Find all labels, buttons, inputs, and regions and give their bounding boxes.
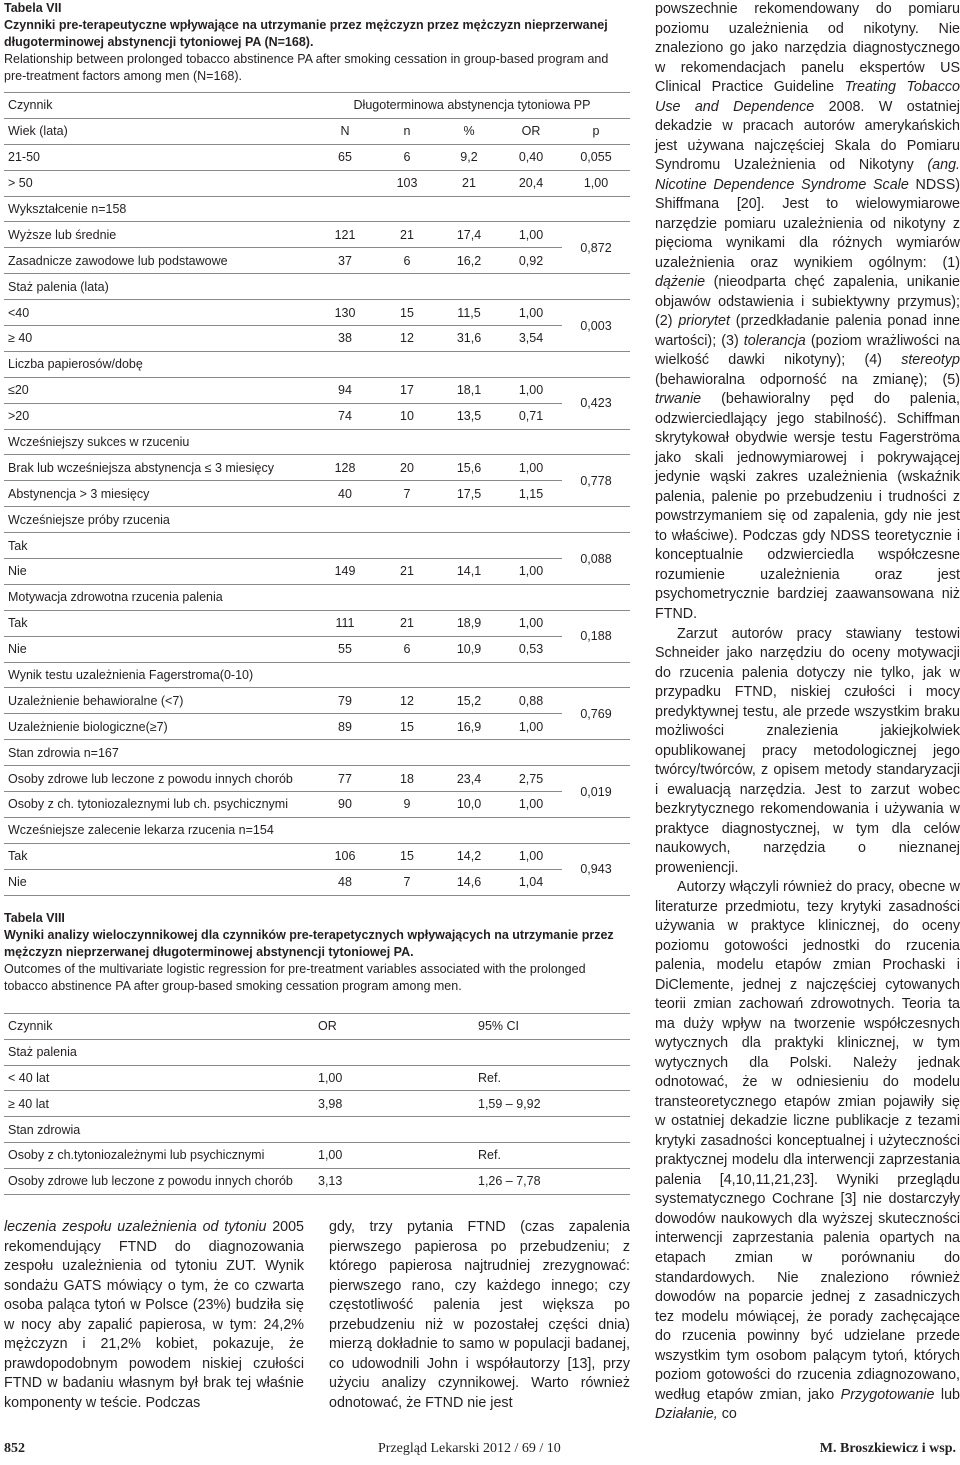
table7-cell-value (314, 533, 376, 559)
table7-row (4, 714, 630, 740)
table7-cell-value: 1,00 (500, 843, 562, 869)
table7-row (4, 144, 630, 170)
table7-cell-factor: Brak lub wcześniejsza abstynencja ≤ 3 miesięcy (4, 455, 314, 481)
table8-cell-factor: Osoby z ch.tytoniozależnymi lub psychicznymi (4, 1142, 314, 1168)
table7-cell-value (314, 584, 376, 610)
table7-cell-value: 0,88 (500, 688, 562, 714)
col1-text: 2005 rekomendujący FTND do diagnozowania zespołu uzależnienia od tytoniu ZUT. Wynik sondażu GATS mówiący o tym, że co czwarta osoba paląca tytoń w Polsce (23%) budziła się w nocy aby zapalić papierosa, w tym: 24,2% mężczyzn i 21,2% kobiet, pokazuje, że prawdopodobnym powodem niskiej czułości FTND w badaniu własnym był brak tej właśnie komponenty w teście. Podczas (4, 1219, 304, 1411)
table8-cell-value: 1,59 – 9,92 (474, 1091, 630, 1117)
table7-cell-value: 1,00 (500, 559, 562, 585)
table7-cell-value: 11,5 (438, 300, 500, 326)
italic-run: Treating Tobacco Use and Dependence (655, 79, 960, 115)
table7-cell-factor: ≥ 40 (4, 326, 314, 352)
italic-run: tolerancja (743, 332, 806, 349)
table7-cell-value: 0,40 (500, 144, 562, 170)
table7-title-pl: Czynniki pre-terapeutyczne wpływające na utrzymanie przez mężczyzn przez mężczyzn nieprzerwanej długoterminowej abstynencji tytoniowej PA (N=168). (4, 18, 608, 49)
table7-cell-factor: Nie (4, 869, 314, 895)
text-run: (przedkładanie palenia ponad inne wartości); (3) (655, 313, 960, 349)
table8-cell-value: 95% CI (474, 1014, 630, 1040)
table7-cell-factor: Stan zdrowia n=167 (4, 740, 314, 766)
table7-cell-value (562, 662, 630, 688)
table7-cell-value (376, 274, 438, 300)
table7-cell-value: 17,5 (438, 481, 500, 507)
authors: M. Broszkiewicz i wsp. (819, 1441, 956, 1456)
table7-cell-value (562, 429, 630, 455)
table7-row (4, 429, 630, 455)
table7-cell-value: 15 (376, 300, 438, 326)
table7-cell-value: 1,00 (562, 170, 630, 196)
table7-cell-value: 13,5 (438, 403, 500, 429)
table7-row (4, 170, 630, 196)
table7-cell-value: 130 (314, 300, 376, 326)
table7-cell-value (562, 196, 630, 222)
table7-cell-value (500, 817, 562, 843)
table7-cell-value: 21 (376, 610, 438, 636)
table7-cell-value (376, 817, 438, 843)
table7-cell-p: 0,003 (562, 300, 630, 352)
text-run: (poziom wrażliwości na wielkość dawki nikotyny); (4) (655, 332, 960, 369)
table7-cell-factor: Nie (4, 559, 314, 585)
table7-cell-value (438, 584, 500, 610)
table7-cell-value (376, 584, 438, 610)
table7-cell-factor: Osoby z ch. tytoniozaleznymi lub ch. psychicznymi (4, 792, 314, 818)
table7-cell-factor: Staż palenia (lata) (4, 274, 314, 300)
table7-row (4, 351, 630, 377)
table7-cell-value: 1,15 (500, 481, 562, 507)
table7-cell-value: 17,4 (438, 222, 500, 248)
table8-row (4, 1142, 630, 1168)
table7-cell-value: 1,00 (500, 714, 562, 740)
table7-cell-value (314, 274, 376, 300)
table7-cell-value: 89 (314, 714, 376, 740)
text-run: lub (934, 1386, 960, 1403)
table8-cell-factor: < 40 lat (4, 1065, 314, 1091)
table7-cell-value: 6 (376, 144, 438, 170)
table7-cell-value: 79 (314, 688, 376, 714)
table7-cell-p: 0,088 (562, 533, 630, 585)
table7-cell-value: 1,00 (500, 610, 562, 636)
table7-cell-value (376, 429, 438, 455)
table8-cell-value: Ref. (474, 1065, 630, 1091)
table7-cell-value (562, 740, 630, 766)
table7-cell-value: 9 (376, 792, 438, 818)
text-run: (nieodparta chęć zapalenia, unikanie objawów odstawienia i subiektywny przymus); (2) (655, 274, 960, 330)
table7-cell-value (376, 533, 438, 559)
table7-row (4, 455, 630, 481)
text-run: Autorzy włączyli również do pracy, obecne w literaturze przedmiotu, tezy krytyki zasadności używania w praktyce klinicznej, do oceny poziomu gotowości jednostki do rzucenia palenia, modelu etapów zmian Prochaski i DiClemente, jednej z najczęściej cytowanych teorii zmian zachowań zdrowotnych. Teoria ta ma duży wpływ na tworzenie współczesnych wytycznych dla praktyki klinicznej, w tym wytycznych dla Polski. Należy jednak odnotować, że w odniesieniu do modelu transteoretycznego etapów zmian pojawiły się w ostatniej dekadzie liczne publikacje z tezami krytyki zasadności konceptualnej i użyteczności praktycznej modelu dla interwencji zaprzestania palenia [4,10,11,21,23]. Wyniki przeglądu systematycznego Cochrane [3] nie dostarczyły dowodów naukowych dla wyższej skuteczności interwencji zaprzestania palenia opartych na etapach zmian w porównaniu do standardowych. Nie znaleziono również dowodów na poparcie jednej z zasadniczych tez modelu mówiącej, że porady zachęcające do rzucenia powinny być udzielane przede wszystkim tym osobom palącym tytoń, których poziom gotowości do rzucenia zdiagnozowano, według etapów zmian, jako (655, 879, 960, 1403)
table7-cell-value (438, 429, 500, 455)
table7-cell-value: 20,4 (500, 170, 562, 196)
table7-cell-value (438, 351, 500, 377)
table7-cell-value: 1,04 (500, 869, 562, 895)
body-text-col1 (4, 1218, 304, 1413)
table7-cell-value: n (376, 118, 438, 144)
table7-cell-value: 20 (376, 455, 438, 481)
italic-run: Działanie, (655, 1406, 718, 1423)
table7-cell-value: 10,0 (438, 792, 500, 818)
table7-cell-value: 18,9 (438, 610, 500, 636)
table7-cell-value: 12 (376, 688, 438, 714)
table7-cell-value: 1,00 (500, 455, 562, 481)
table7-cell-factor: Uzależnienie biologiczne(≥7) (4, 714, 314, 740)
table7-cell-value: 77 (314, 766, 376, 792)
text-run: NDSS) Shiffmana [20]. Jest to wielowymiarowe narzędzie pomiaru uzależnienia od nikotyny z pięcioma wynikami dla różnych wymiarów uzależnienia oraz wynikiem ogólnym: (1) (655, 176, 960, 271)
table7-cell-value: 21 (438, 170, 500, 196)
table7-row (4, 222, 630, 248)
text-run: powszechnie rekomendowany do pomiaru poziomu uzależnienia od nikotyny. Nie znaleziono go jako narzędzia diagnostycznego w rekomendacjach panelu ekspertów US Clinical Practice Guideline (655, 1, 960, 96)
table7-cell-value (376, 351, 438, 377)
text-run: (behawioralna odporność na zmianę); (5) (655, 371, 960, 388)
table7-cell-value (500, 584, 562, 610)
table7-row (4, 636, 630, 662)
table8-cell-value: 1,00 (314, 1142, 474, 1168)
table7-cell-value: 7 (376, 869, 438, 895)
table7-row (4, 403, 630, 429)
table7-cell-factor: > 50 (4, 170, 314, 196)
table7-cell-value (438, 662, 500, 688)
table7-cell-value: 21 (376, 559, 438, 585)
table7-cell-value: 6 (376, 248, 438, 274)
table7-row (4, 869, 630, 895)
table7-cell-factor: ≤20 (4, 377, 314, 403)
table8-row (4, 1014, 630, 1040)
table7-cell-value (562, 351, 630, 377)
table7-cell-value (376, 740, 438, 766)
table7-cell-value: 2,75 (500, 766, 562, 792)
table7-label: Tabela VII (4, 1, 62, 15)
table7-cell-factor: Wynik testu uzależnienia Fagerstroma(0-10) (4, 662, 314, 688)
table7-cell-value: 16,9 (438, 714, 500, 740)
italic-run: stereotyp (901, 352, 960, 369)
table7-cell-factor: Tak (4, 533, 314, 559)
body-text-col2 (329, 1218, 630, 1413)
table7-header-factor: Czynnik (4, 93, 314, 119)
table7-cell-value: 7 (376, 481, 438, 507)
table7-row (4, 326, 630, 352)
table7-cell-factor: Tak (4, 610, 314, 636)
table7-row (4, 584, 630, 610)
table7-cell-value (376, 196, 438, 222)
table7-cell-value: 111 (314, 610, 376, 636)
table7-cell-value (562, 817, 630, 843)
table7-cell-factor: >20 (4, 403, 314, 429)
table7-cell-value (376, 507, 438, 533)
table7-cell-value: 18 (376, 766, 438, 792)
table7-row (4, 740, 630, 766)
table7-cell-value (314, 662, 376, 688)
table7-cell-value: 90 (314, 792, 376, 818)
table7-cell-value: OR (500, 118, 562, 144)
table7-cell-value: 15,2 (438, 688, 500, 714)
table7-cell-value (438, 274, 500, 300)
table7-cell-p: 0,019 (562, 766, 630, 818)
table7-cell-p: 0,872 (562, 222, 630, 274)
table7-row (4, 610, 630, 636)
table7-cell-value (438, 740, 500, 766)
table7-cell-factor: Zasadnicze zawodowe lub podstawowe (4, 248, 314, 274)
text-run: co (717, 1406, 737, 1423)
table7-cell-factor: Wykształcenie n=158 (4, 196, 314, 222)
table7-cell-value (314, 740, 376, 766)
table7-cell-value: 9,2 (438, 144, 500, 170)
col2-text: gdy, trzy pytania FTND (czas zapalenia pierwszego papierosa po przebudzeniu; z którego papierosa najtrudniej zrezygnować: pierwszego rano, czy każdego innego; czy częstotliwość palenia jest większa po przebudzeniu niż w pozostałej części dnia) mierzą dokładnie to samo w populacji badanej, co udowodnili John i współautorzy [13], przy użyciu analizy czynnikowej. Warto również odnotować, że FTND nie jest (329, 1219, 630, 1411)
table7-cell-p: 0,778 (562, 455, 630, 507)
table7-cell-value (314, 196, 376, 222)
table7-cell-value (562, 507, 630, 533)
table7-row (4, 118, 630, 144)
table7-cell-value: 106 (314, 843, 376, 869)
table7-cell-value: 40 (314, 481, 376, 507)
table7-cell-value (314, 170, 376, 196)
table7-cell-factor: <40 (4, 300, 314, 326)
table7-cell-value: 16,2 (438, 248, 500, 274)
table7 (4, 92, 630, 896)
table8-cell-value (474, 1039, 630, 1065)
table7-row (4, 300, 630, 326)
table8-title-en: Outcomes of the multivariate logistic regression for pre-treatment variables associated with the prolonged tobacco abstinence PA after group-based smoking cessation program among men. (4, 962, 586, 993)
table7-title-en: Relationship between prolonged tobacco abstinence PA after smoking cessation in group-based program and pre-treatment factors among men (N=168). (4, 52, 609, 83)
table7-row (4, 196, 630, 222)
table7-cell-value (438, 507, 500, 533)
table7-cell-value (314, 351, 376, 377)
table7-cell-value: 128 (314, 455, 376, 481)
table7-cell-value: 14,6 (438, 869, 500, 895)
table7-cell-value: N (314, 118, 376, 144)
table7-cell-value (314, 817, 376, 843)
table7-row (4, 481, 630, 507)
table7-row (4, 533, 630, 559)
table7-cell-value: 37 (314, 248, 376, 274)
table7-cell-value (500, 740, 562, 766)
table7-cell-value: 15 (376, 714, 438, 740)
table7-cell-value (438, 533, 500, 559)
table8-row (4, 1091, 630, 1117)
table7-cell-factor: Wcześniejszy sukces w rzuceniu (4, 429, 314, 455)
italic-run: Przygotowanie (840, 1386, 935, 1403)
page-footer (0, 1441, 960, 1461)
table8-cell-value: Ref. (474, 1142, 630, 1168)
table8-row (4, 1039, 630, 1065)
table8-cell-factor: ≥ 40 lat (4, 1091, 314, 1117)
table7-row (4, 843, 630, 869)
table7-cell-factor: Wyższe lub średnie (4, 222, 314, 248)
table7-cell-value (500, 533, 562, 559)
table7-row (4, 662, 630, 688)
table7-cell-value: 1,00 (500, 792, 562, 818)
right-paragraph-1 (655, 0, 960, 625)
table7-cell-factor: Motywacja zdrowotna rzucenia palenia (4, 584, 314, 610)
table7-row (4, 377, 630, 403)
col1-italic: leczenia zespołu uzależnienia od tytoniu (4, 1219, 267, 1235)
table7-cell-p: 0,943 (562, 843, 630, 895)
table7-cell-value: 12 (376, 326, 438, 352)
table7-header-row (4, 93, 630, 119)
italic-run: priorytet (678, 313, 730, 330)
table8-cell-value: 3,98 (314, 1091, 474, 1117)
table7-cell-value: 10,9 (438, 636, 500, 662)
table7-cell-value (500, 274, 562, 300)
table7-cell-value: 3,54 (500, 326, 562, 352)
table7-cell-p: 0,423 (562, 377, 630, 429)
table8-cell-factor: Czynnik (4, 1014, 314, 1040)
table8-cell-value (474, 1117, 630, 1143)
table8-cell-value: OR (314, 1014, 474, 1040)
table7-cell-value: 1,00 (500, 222, 562, 248)
table8-cell-value (314, 1039, 474, 1065)
italic-run: (ang. Nicotine Dependence Syndrome Scale (655, 157, 960, 193)
right-paragraph-2: Zarzut autorów pracy stawiany testowi Schneider jako narzędziu do oceny motywacji do rzucenia palenia dotyczy nie tylko, jak w przypadku FTND, niskiej czułości i mocy predyktywnej testu, ale przede wszystkim braku możliwości znalezienia jakiejkolwiek opublikowanej pracy metodologicznej jego twórcy/twórców, z opisem metody standaryzacji i ewaluacją narzędzia. Jest to zarzut wobec bezkrytycznego rekomendowania i używania w praktyce diagnostycznej, w tym dla celów naukowych, narzędzia o nieznanej proweniencji. (655, 625, 960, 876)
table7-cell-value: 149 (314, 559, 376, 585)
table7-header-pa: Długoterminowa abstynencja tytoniowa PP (314, 93, 630, 119)
table7-row (4, 248, 630, 274)
table8-cell-factor: Stan zdrowia (4, 1117, 314, 1143)
table7-cell-value (562, 274, 630, 300)
italic-run: trwanie (655, 391, 702, 408)
table7-cell-value (500, 351, 562, 377)
table7-row (4, 688, 630, 714)
table7-cell-value (314, 429, 376, 455)
table7-cell-factor: 21-50 (4, 144, 314, 170)
table7-cell-value: 65 (314, 144, 376, 170)
table7-cell-value: 15 (376, 843, 438, 869)
table7-cell-value: p (562, 118, 630, 144)
table7-row (4, 507, 630, 533)
table8-cell-factor: Staż palenia (4, 1039, 314, 1065)
table7-cell-factor: Abstynencja > 3 miesięcy (4, 481, 314, 507)
table7-cell-value: 94 (314, 377, 376, 403)
table7-cell-p: 0,769 (562, 688, 630, 740)
table7-row (4, 559, 630, 585)
table7-cell-value (562, 584, 630, 610)
table7-cell-value (438, 196, 500, 222)
italic-run: dążenie (655, 274, 706, 291)
table7-cell-value: 15,6 (438, 455, 500, 481)
table7-cell-value: % (438, 118, 500, 144)
table7-cell-value: 0,92 (500, 248, 562, 274)
table8-cell-value: 1,26 – 7,78 (474, 1168, 630, 1194)
text-run: (behawioralny pęd do palenia, odzwierciedlający jego stabilność). Schiffman skrytykował obydwie wersje testu Fagerströma jako skali jednowymiarowej i pokrywającej jedynie wąski zakres uzależnienia (wskaźnik palenia, palenie po przebudzeniu i trudności z powstrzymaniem się od zapalenia, gdy nie jest to właściwe). Podczas gdy NDSS teoretycznie i konceptualnie odzwierciedla współczesne rozumienie uzależnienia oraz jest psychometrycznie bardziej zaawansowana niż FTND. (655, 391, 960, 622)
table7-caption (4, 0, 630, 85)
table7-row (4, 274, 630, 300)
table7-cell-value: 10 (376, 403, 438, 429)
table7-cell-value (500, 662, 562, 688)
body-text-right-column (655, 0, 960, 1425)
page-number: 852 (4, 1441, 25, 1456)
table8-cell-value: 3,13 (314, 1168, 474, 1194)
table8-row (4, 1168, 630, 1194)
table7-row (4, 817, 630, 843)
text-run: 2008. W ostatniej dekadzie w pracach autorów amerykańskich jest używana najczęściej Skala do Pomiaru Syndromu Uzależnienia od Nikotyny (655, 98, 960, 174)
table7-cell-factor: Wcześniejsze zalecenie lekarza rzucenia n=154 (4, 817, 314, 843)
table7-cell-factor: Uzależnienie behawioralne (<7) (4, 688, 314, 714)
table7-cell-value: 18,1 (438, 377, 500, 403)
table7-cell-value: 17 (376, 377, 438, 403)
table8-caption (4, 910, 630, 995)
table7-cell-value: 0,71 (500, 403, 562, 429)
table7-cell-value: 38 (314, 326, 376, 352)
table7-cell-value: 103 (376, 170, 438, 196)
table7-cell-factor: Wiek (lata) (4, 118, 314, 144)
table7-cell-value: 48 (314, 869, 376, 895)
table7-cell-value: 1,00 (500, 377, 562, 403)
table7-cell-value: 55 (314, 636, 376, 662)
table7-cell-value: 121 (314, 222, 376, 248)
table7-cell-p: 0,188 (562, 610, 630, 662)
table7-cell-factor: Tak (4, 843, 314, 869)
table7-cell-value (500, 507, 562, 533)
table7-cell-value: 14,1 (438, 559, 500, 585)
table8-title-pl: Wyniki analizy wieloczynnikowej dla czynników pre-terapetycznych wpływających na utrzymanie przez mężczyzn nieprzerwanej długoterminowej abstynencji tytoniowej PA. (4, 928, 614, 959)
table7-cell-value (376, 662, 438, 688)
table7-cell-value (438, 817, 500, 843)
table7-row (4, 766, 630, 792)
table7-cell-value: 0,055 (562, 144, 630, 170)
table7-cell-value (500, 429, 562, 455)
table7-cell-value: 1,00 (500, 300, 562, 326)
table7-cell-factor: Osoby zdrowe lub leczone z powodu innych chorób (4, 766, 314, 792)
table7-cell-factor: Wcześniejsze próby rzucenia (4, 507, 314, 533)
table8-cell-factor: Osoby zdrowe lub leczone z powodu innych chorób (4, 1168, 314, 1194)
table7-cell-factor: Liczba papierosów/dobę (4, 351, 314, 377)
table8-label: Tabela VIII (4, 911, 65, 925)
table7-cell-value: 6 (376, 636, 438, 662)
table7-cell-value: 31,6 (438, 326, 500, 352)
table8-cell-value: 1,00 (314, 1065, 474, 1091)
table7-cell-value: 21 (376, 222, 438, 248)
table8-row (4, 1117, 630, 1143)
table7-cell-value: 23,4 (438, 766, 500, 792)
table7-row (4, 792, 630, 818)
journal-name: Przegląd Lekarski 2012 / 69 / 10 (378, 1441, 561, 1456)
table7-cell-value: 74 (314, 403, 376, 429)
table7-cell-value (500, 196, 562, 222)
table7-cell-value (314, 507, 376, 533)
table7-cell-value: 14,2 (438, 843, 500, 869)
table8 (4, 1013, 630, 1195)
table7-cell-factor: Nie (4, 636, 314, 662)
right-paragraph-3 (655, 878, 960, 1424)
table8-cell-value (314, 1117, 474, 1143)
table7-cell-value: 0,53 (500, 636, 562, 662)
table8-row (4, 1065, 630, 1091)
